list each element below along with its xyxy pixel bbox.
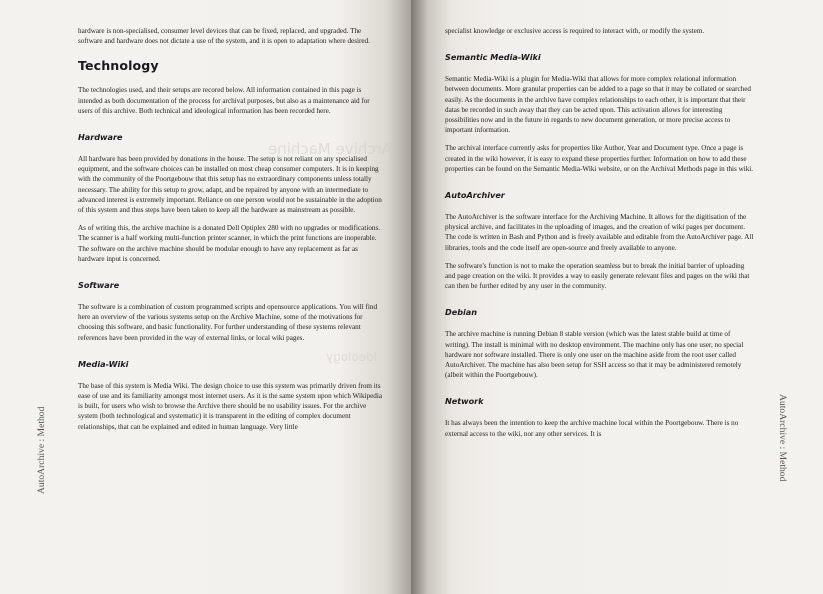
subsection-heading-media-wiki: Media-Wiki xyxy=(78,358,129,369)
subsection-heading-hardware: Hardware xyxy=(78,132,123,143)
running-head-left: AutoArchive : Method xyxy=(36,406,47,494)
left-page xyxy=(0,0,411,594)
running-head-right: AutoArchive : Method xyxy=(777,394,788,482)
paragraph: The archive machine is running Debian 8 stable version (which was the latest stable build at time of writing). The install is minimal with no desktop environment. The machine only has one user, no special hardware nor software installed. There is only one user on the machine aside from the root user called AutoArchiver. The machine has also been setup for SSH access so that it may be administered remotely (albeit within the Poortgebouw). xyxy=(445,330,744,380)
paragraph: specialist knowledge or exclusive access is required to interact with, or modify the system. xyxy=(445,27,705,35)
show-through-text: Archive Machine xyxy=(268,140,392,158)
paragraph: It has always been the intention to keep the archive machine local within the Poortgebouw. There is no external access to the wiki, nor any other services. It is xyxy=(445,419,739,438)
paragraph: The base of this system is Media Wiki. The design choice to use this system was primarily driven from its ease of use and its familiarity amongst most internet users. As it is the same system upon which Wikipedia is built, for users who wish to browse the Archive there should be no usability issues. For the archive system (both technological and systematic) it is transparent in the editing of complex document relationships, that can be explained and edited in human language. Very little xyxy=(78,381,382,431)
paragraph: Semantic Media-Wiki is a plugin for Media-Wiki that allows for more complex relational information between documents. More granular properties can be added to a page so that it may be collated or searched easily. As the documents in the archive have complex relationships to each other, it is important that their datas be recorded in such away that they can be acted upon. This activation allows for interesting possibilities now and in the future in regards to new document generation, or more precise access to important information. xyxy=(445,75,751,135)
paragraph: As of writing this, the archive machine is a donated Dell Optiplex 280 with no upgrades or modifications. The scanner is a half working multi-function printer scanner, in which the print functions are inoperable. The software on the archive machine should be modular enough to have any replacement as far as hardware input is concerned. xyxy=(78,224,381,263)
show-through-text: Ideology xyxy=(326,350,378,364)
paragraph: The AutoArchiver is the software interface for the Archiving Machine. It allows for the digitisation of the physical archive, and facilitates in the uploading of images, and the creation of wiki pages per document. The code is written in Bash and Python and is freely available and editable from the AutoArchiver page. All libraries, tools and the code itself are open-source and freely available to anyone. xyxy=(445,213,754,252)
left-text-column xyxy=(78,26,384,440)
subsection-heading-autoarchiver: AutoArchiver xyxy=(445,190,505,201)
right-text-column xyxy=(445,26,756,447)
paragraph: hardware is non-specialised, consumer level devices that can be fixed, replaced, and upgraded. The software and hardware does not dictate a use of the system, and it is open to adaptation where desired. xyxy=(78,27,370,46)
paragraph: The archival interface currently asks for properties like Author, Year and Document type. Once a page is created in the wiki however, it is easy to expand these properties further. Information on how to add these properties can be found on the Semantic Media-Wiki website, or on the Archival Methods page in this wiki. xyxy=(445,144,754,173)
subsection-heading-debian: Debian xyxy=(445,307,477,318)
section-heading-technology: Technology xyxy=(78,58,159,74)
right-page xyxy=(411,0,823,594)
paragraph: The software's function is not to make the operation seamless but to break the initial barrier of uploading and page creation on the wiki. It provides a way to easily generate relevant files and pages on the wiki that can then be further edited by any user in the community. xyxy=(445,261,750,291)
paragraph: All hardware has been provided by donations in the house. The setup is not reliant on any specialised equipment, and the software choices can be installed on most cheap consumer computers. It is in keeping with the community of the Poortgebouw that this setup has no extraordinary components unless totally necessary. The ability for this setup to grow, adapt, and be repaired by anyone with an intermediate to advanced interest is extremely important. Reliance on one person would not be sustainable in the adoption of this system and thus steps have been taken to keep all the hardware as mainstream as possible. xyxy=(78,155,382,215)
paragraph: The software is a combination of custom programmed scripts and opensource applications. You will find here an overview of the various systems setup on the Archive Machine, some of the motivations for choosing this software, and basic functionality. For further understanding of these systems relevant references have been provided in the way of external links, or local wiki pages. xyxy=(78,303,378,342)
subsection-heading-semantic-media-wiki: Semantic Media-Wiki xyxy=(445,52,541,63)
subsection-heading-network: Network xyxy=(445,396,484,407)
paragraph: The technologies used, and their setups are recored below. All information contained in this page is intended as both documentation of the process for archival purposes, but also as a maintenance aid for users of this archive. Both technical and ideological information has been recorded here. xyxy=(78,86,370,115)
subsection-heading-software: Software xyxy=(78,280,120,291)
